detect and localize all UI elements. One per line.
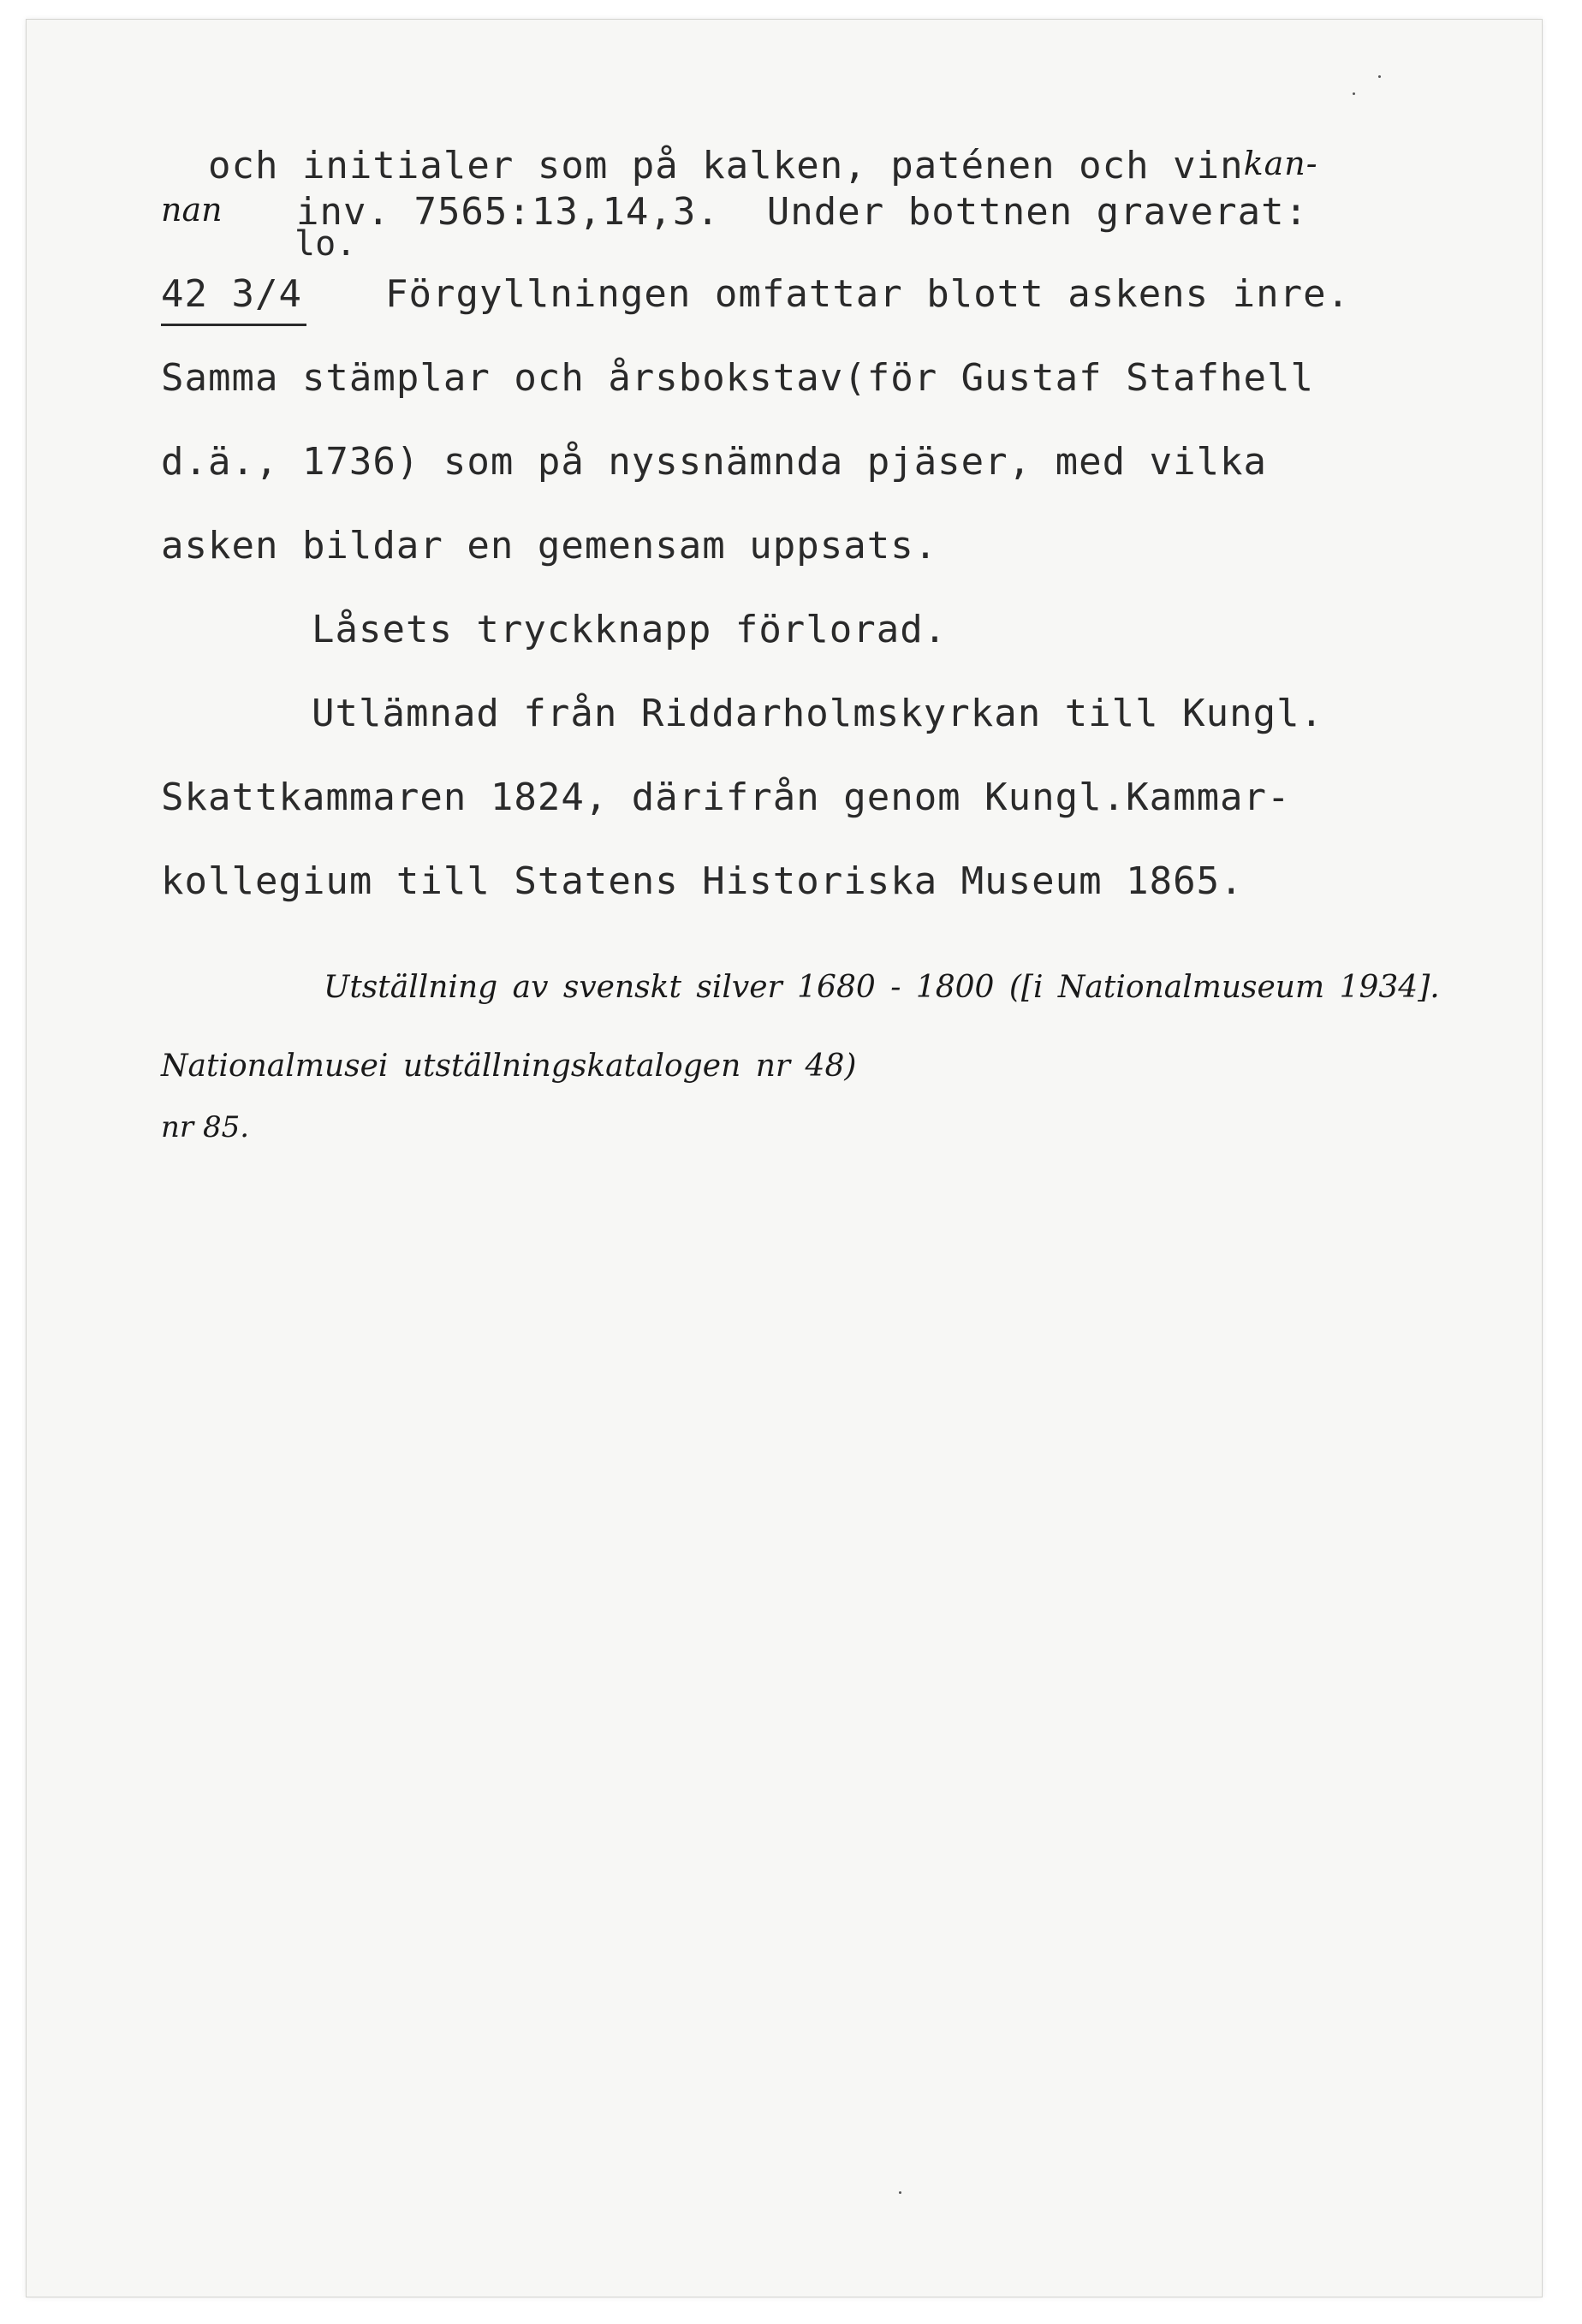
typed-line-9: Skattkammaren 1824, därifrån genom Kungl.Kammar- (161, 776, 1291, 819)
paper-speck (899, 2191, 901, 2194)
paper-speck (1378, 75, 1381, 78)
typed-line-1 (161, 110, 1318, 185)
handwritten-line-1: Utställning av svenskt silver 1680 - 1800 ([i Nationalmuseum 1934]. Nationalmusei utställningskatalogen nr 48) (161, 970, 1440, 1084)
typed-line-5: d.ä., 1736) som på nyssnämnda pjäser, med vilka (161, 440, 1268, 484)
fraction-underline (161, 324, 306, 326)
weight-fraction: 42 3/4 (161, 272, 302, 316)
typed-line-2: inv. 7565:13,14,3. Under bottnen graverat: (296, 190, 1309, 234)
handwritten-correction-kan: kan- (1243, 145, 1318, 182)
typed-line-1-text: och initialer som på kalken, paténen och vin (207, 144, 1244, 187)
typed-line-6: asken bildar en gemensam uppsats. (161, 524, 938, 568)
typed-line-7: Låsets tryckknapp förlorad. (312, 608, 948, 651)
handwritten-correction-nan: nan (161, 191, 223, 229)
typed-line-4: Samma stämplar och årsbokstav(för Gustaf Stafhell (161, 356, 1315, 400)
typed-line-8: Utlämnad från Riddarholmskyrkan till Kungl. (312, 692, 1324, 735)
typed-line-10: kollegium till Statens Historiska Museum 1865. (161, 859, 1244, 903)
handwritten-annotation (161, 948, 1462, 1106)
fraction-numerator: lo. (294, 224, 357, 264)
typed-line-3: Förgyllningen omfattar blott askens inre. (385, 272, 1351, 316)
paper-speck (1353, 92, 1355, 95)
handwritten-line-2: nr 85. (161, 1110, 250, 1144)
